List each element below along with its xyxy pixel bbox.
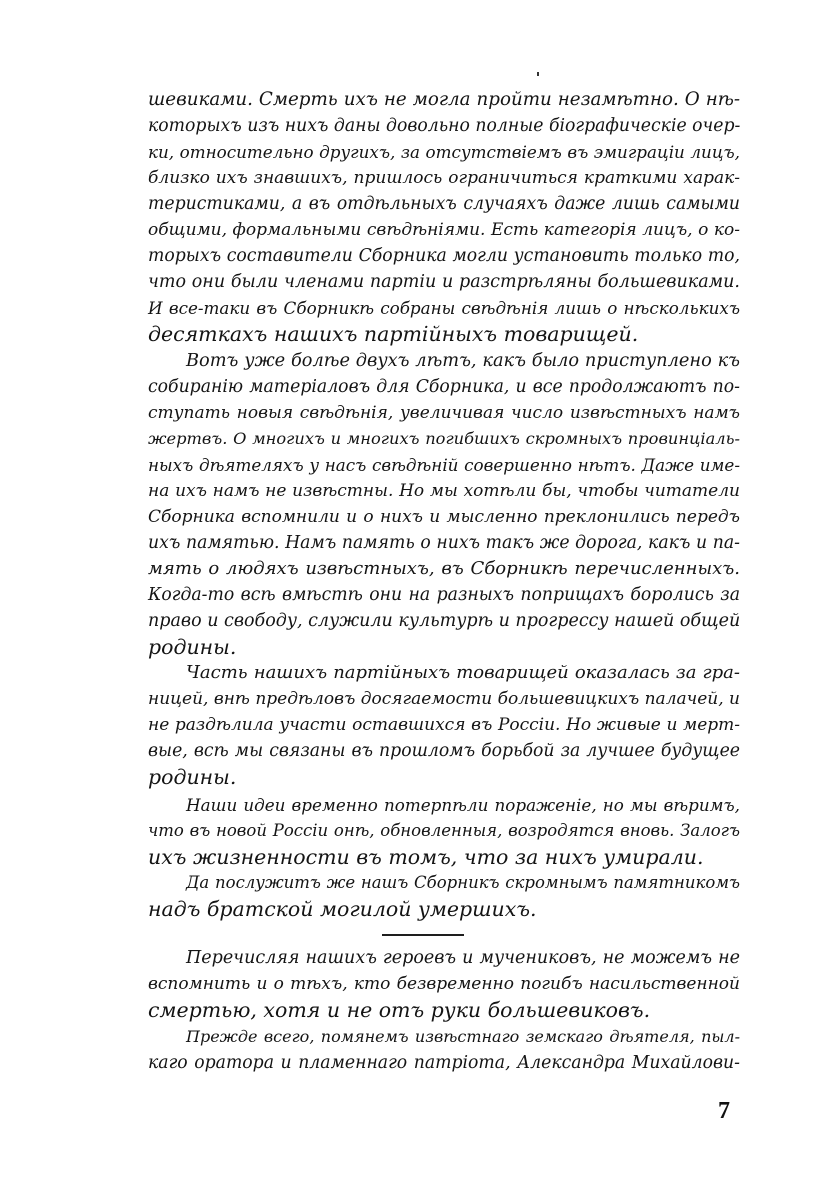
text-line: торыхъ составители Сборника могли установить только то, bbox=[148, 246, 740, 266]
text-line: родины. bbox=[148, 765, 237, 789]
text-line: собиранію матеріаловъ для Сборника, и все продолжаютъ по- bbox=[148, 377, 740, 397]
text-line: что въ новой Россіи онѣ, обновленныя, возродятся вновь. Залогъ bbox=[148, 821, 740, 840]
text-line: шевиками. Смерть ихъ не могла пройти незамѣтно. О нѣ- bbox=[148, 89, 740, 110]
page-number: 7 bbox=[718, 1098, 730, 1124]
text-line: на ихъ намъ не извѣстны. Но мы хотѣли бы, чтобы читатели bbox=[148, 481, 740, 501]
text-line: которыхъ изъ нихъ даны довольно полные біографическіе очер- bbox=[148, 116, 741, 136]
text-line: мять о людяхъ извѣстныхъ, въ Сборникѣ перечисленныхъ. bbox=[148, 558, 740, 579]
text-line: ступать новыя свѣдѣнія, увеличивая число извѣстныхъ намъ bbox=[148, 403, 740, 423]
text-line: ницей, внѣ предѣловъ досягаемости большевицкихъ палачей, и bbox=[148, 689, 740, 709]
text-line: ихъ памятью. Намъ память о нихъ такъ же дорога, какъ и па- bbox=[148, 533, 740, 553]
text-line: ки, относительно другихъ, за отсутствіемъ въ эмиграціи лицъ, bbox=[148, 142, 740, 162]
text-line: каго оратора и пламеннаго патріота, Александра Михайлови- bbox=[148, 1053, 740, 1073]
text-line: общими, формальными свѣдѣніями. Есть категорія лицъ, о ко- bbox=[148, 220, 740, 240]
text-line: Когда-то всѣ вмѣстѣ они на разныхъ поприщахъ боролись за bbox=[148, 585, 740, 605]
text-line: Да послужитъ же нашъ Сборникъ скромнымъ памятникомъ bbox=[186, 873, 740, 892]
text-line: жертвъ. О многихъ и многихъ погибшихъ скромныхъ провинціаль- bbox=[148, 429, 740, 448]
scan-speck bbox=[537, 72, 539, 76]
text-line: вые, всѣ мы связаны въ прошломъ борьбой за лучшее будущее bbox=[148, 741, 740, 761]
text-line: не раздѣлила участи оставшихся въ Россіи. Но живые и мерт- bbox=[148, 715, 740, 735]
text-line: смертью, хотя и не отъ руки большевиковъ. bbox=[148, 998, 651, 1022]
text-line: родины. bbox=[148, 635, 237, 659]
text-line: вспомнить и о тѣхъ, кто безвременно погибъ насильственной bbox=[148, 974, 740, 994]
section-divider bbox=[382, 934, 464, 936]
text-line: И все-таки въ Сборникѣ собраны свѣдѣнія лишь о нѣсколькихъ bbox=[148, 298, 740, 318]
text-line: Прежде всего, помянемъ извѣстнаго земскаго дѣятеля, пыл- bbox=[186, 1027, 740, 1046]
text-line: Сборника вспомнили и о нихъ и мысленно преклонились передъ bbox=[148, 507, 740, 527]
text-line: десяткахъ нашихъ партійныхъ товарищей. bbox=[148, 322, 639, 346]
text-line: Часть нашихъ партійныхъ товарищей оказалась за гра- bbox=[186, 662, 740, 683]
text-line: ихъ жизненности въ томъ, что за нихъ умирали. bbox=[148, 845, 704, 869]
text-line: Наши идеи временно потерпѣли пораженіе, но мы вѣримъ, bbox=[186, 795, 740, 815]
text-line: теристиками, а въ отдѣльныхъ случаяхъ даже лишь самыми bbox=[148, 194, 740, 214]
text-line: близко ихъ знавшихъ, пришлось ограничиться краткими харак- bbox=[148, 168, 740, 188]
text-line: что они были членами партіи и разстрѣляны большевиками. bbox=[148, 272, 740, 292]
text-line: право и свободу, служили культурѣ и прогрессу нашей общей bbox=[148, 611, 741, 631]
text-line: Вотъ уже болѣе двухъ лѣтъ, какъ было приступлено къ bbox=[186, 351, 740, 371]
text-line: надъ братской могилой умершихъ. bbox=[148, 897, 537, 921]
text-line: ныхъ дѣятеляхъ у насъ свѣдѣній совершенно нѣтъ. Даже име- bbox=[148, 455, 740, 475]
text-line: Перечисляя нашихъ героевъ и мучениковъ, не можемъ не bbox=[186, 948, 740, 968]
